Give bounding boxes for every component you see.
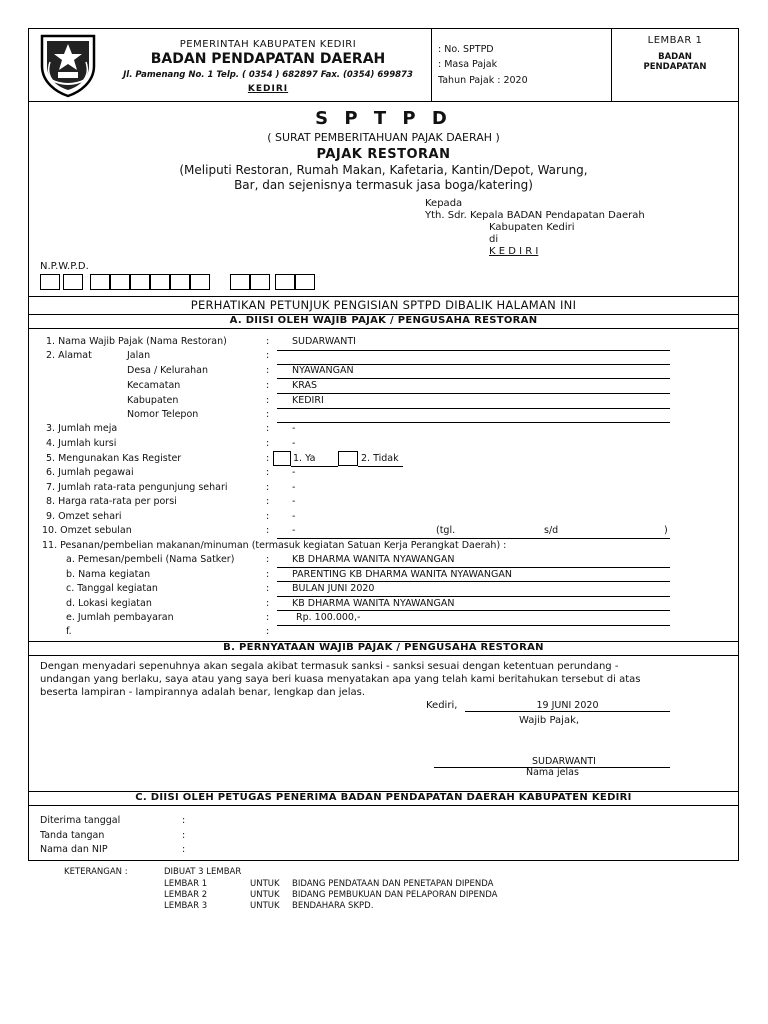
omzet-sehari-value[interactable]: - <box>292 511 296 522</box>
pesanan-label: 11. Pesanan/pembelian makanan/minuman (termasuk kegiatan Satuan Kerja Perangkat Daerah) : <box>42 540 507 551</box>
tanggal-line <box>277 596 670 597</box>
tgl-label: (tgl. <box>436 525 456 536</box>
kegiatan-label: b. Nama kegiatan <box>66 569 151 580</box>
tanda-tangan-label: Tanda tangan <box>40 830 105 841</box>
signer-name[interactable]: SUDARWANTI <box>532 756 596 767</box>
kecamatan-label: Kecamatan <box>127 380 181 391</box>
keterangan-label: KETERANGAN : <box>64 867 128 877</box>
colon: : <box>266 583 270 594</box>
colon: : <box>266 336 270 347</box>
nama-line <box>277 350 670 351</box>
colon: : <box>266 511 270 522</box>
tgl-close: ) <box>664 525 668 536</box>
tanggal-kegiatan-label: c. Tanggal kegiatan <box>66 583 158 594</box>
npwpd-label: N.P.W.P.D. <box>40 261 89 272</box>
npwpd-box[interactable] <box>130 274 150 290</box>
kabupaten-label: Kabupaten <box>127 395 179 406</box>
header-divider-1 <box>431 28 432 101</box>
lembar-label: LEMBAR 1 <box>647 35 703 46</box>
npwpd-box[interactable] <box>190 274 210 290</box>
kabupaten-line <box>277 408 670 409</box>
npwpd-box[interactable] <box>63 274 83 290</box>
tujuan-2: BIDANG PEMBUKUAN DAN PELAPORAN DIPENDA <box>292 890 498 900</box>
pendapatan-label: PENDAPATAN <box>643 62 707 72</box>
kecamatan-value[interactable]: KRAS <box>292 380 317 391</box>
omzet-sebulan-value[interactable]: - <box>292 525 296 536</box>
pembayaran-value[interactable]: Rp. 100.000,- <box>296 612 361 623</box>
jalan-label: Jalan <box>127 350 151 361</box>
nama-value[interactable]: SUDARWANTI <box>292 336 356 347</box>
colon: : <box>266 626 270 637</box>
kursi-value[interactable]: - <box>292 438 296 449</box>
agency-address: Jl. Pamenang No. 1 Telp. ( 0354 ) 682897 Fax. (0354) 699873 <box>123 70 413 80</box>
masa-pajak-label: : Masa Pajak <box>438 59 498 70</box>
desa-label: Desa / Kelurahan <box>127 365 209 376</box>
npwpd-box[interactable] <box>40 274 60 290</box>
colon: : <box>266 569 270 580</box>
colon: : <box>266 453 270 464</box>
colon: : <box>266 438 270 449</box>
desa-value[interactable]: NYAWANGAN <box>292 365 354 376</box>
meja-value[interactable]: - <box>292 423 296 434</box>
kabupaten-value[interactable]: KEDIRI <box>292 395 324 406</box>
tax-desc-2: Bar, dan sejenisnya termasuk jasa boga/katering) <box>234 178 533 192</box>
wajib-pajak-label: Wajib Pajak, <box>519 715 580 726</box>
lembar-3: LEMBAR 3 <box>164 901 208 911</box>
tahun-pajak-label: Tahun Pajak : 2020 <box>438 75 528 86</box>
pemesan-value[interactable]: KB DHARMA WANITA NYAWANGAN <box>292 554 455 565</box>
lokasi-label: d. Lokasi kegiatan <box>66 598 152 609</box>
colon: : <box>266 409 270 420</box>
lokasi-line <box>277 610 670 611</box>
dibuat-label: DIBUAT 3 LEMBAR <box>164 867 242 877</box>
kegiatan-value[interactable]: PARENTING KB DHARMA WANITA NYAWANGAN <box>292 569 512 580</box>
pengunjung-value[interactable]: - <box>292 482 296 493</box>
npwpd-box[interactable] <box>170 274 190 290</box>
untuk-3: UNTUK <box>250 901 280 911</box>
colon: : <box>266 496 270 507</box>
tanggal-kegiatan-value[interactable]: BULAN JUNI 2020 <box>292 583 375 594</box>
date-line <box>465 711 670 712</box>
kediri-seal-logo <box>36 32 100 98</box>
colon: : <box>266 350 270 361</box>
pegawai-label: 6. Jumlah pegawai <box>46 467 134 478</box>
sd-label: s/d <box>544 525 559 536</box>
statement-date[interactable]: 19 JUNI 2020 <box>536 700 599 711</box>
form-subtitle: ( SURAT PEMBERITAHUAN PAJAK DAERAH ) <box>267 131 500 144</box>
omzet-line <box>277 538 670 539</box>
untuk-1: UNTUK <box>250 879 280 889</box>
colon: : <box>266 395 270 406</box>
kepada-label: Kepada <box>425 198 463 209</box>
harga-value[interactable]: - <box>292 496 296 507</box>
pembayaran-label: e. Jumlah pembayaran <box>66 612 174 623</box>
npwpd-box[interactable] <box>90 274 110 290</box>
lokasi-value[interactable]: KB DHARMA WANITA NYAWANGAN <box>292 598 455 609</box>
pemesan-line <box>277 567 670 568</box>
omzet-sehari-label: 9. Omzet sehari <box>46 511 122 522</box>
colon: : <box>266 482 270 493</box>
telepon-label: Nomor Telepon <box>127 409 199 420</box>
no-sptpd-label: : No. SPTPD <box>438 44 494 55</box>
colon: : <box>266 365 270 376</box>
header-bottom-line <box>29 101 738 102</box>
untuk-2: UNTUK <box>250 890 280 900</box>
harga-label: 8. Harga rata-rata per porsi <box>46 496 177 507</box>
telepon-line[interactable] <box>277 422 670 423</box>
colon: : <box>266 612 270 623</box>
tax-desc-1: (Meliputi Restoran, Rumah Makan, Kafetaria, Kantin/Depot, Warung, <box>179 163 588 177</box>
kas-ya-label: 1. Ya <box>293 453 316 464</box>
tujuan-1: BIDANG PENDATAAN DAN PENETAPAN DIPENDA <box>292 879 494 889</box>
nama-nip-label: Nama dan NIP <box>40 844 108 855</box>
desa-line <box>277 378 670 379</box>
yth-label: Yth. Sdr. Kepala BADAN Pendapatan Daerah <box>425 210 645 221</box>
statement-line-3: beserta lampiran - lampirannya adalah benar, lengkap dan jelas. <box>40 687 365 698</box>
nama-label: 1. Nama Wajib Pajak (Nama Restoran) <box>46 336 227 347</box>
kegiatan-line <box>277 581 670 582</box>
pembayaran-line <box>277 625 670 626</box>
colon: : <box>266 525 270 536</box>
kabupaten-label: Kabupaten Kediri <box>489 222 575 233</box>
kas-ya-checkbox[interactable] <box>273 451 291 466</box>
alamat-label: 2. Alamat <box>46 350 92 361</box>
colon: : <box>266 380 270 391</box>
omzet-sebulan-label: 10. Omzet sebulan <box>42 525 132 536</box>
f-label: f. <box>66 626 72 637</box>
kas-tidak-checkbox[interactable] <box>338 451 358 466</box>
pengunjung-label: 7. Jumlah rata-rata pengunjung sehari <box>46 482 228 493</box>
colon: : <box>266 554 270 565</box>
colon: : <box>182 844 186 855</box>
gov-name: PEMERINTAH KABUPATEN KEDIRI <box>179 39 357 50</box>
colon: : <box>266 598 270 609</box>
npwpd-box[interactable] <box>295 274 315 290</box>
pegawai-value[interactable]: - <box>292 467 296 478</box>
kas-tidak-line <box>358 466 403 467</box>
kecamatan-line <box>277 393 670 394</box>
form-title: S P T P D <box>315 108 452 129</box>
kursi-label: 4. Jumlah kursi <box>46 438 117 449</box>
npwpd-box[interactable] <box>150 274 170 290</box>
colon: : <box>266 467 270 478</box>
agency-name: BADAN PENDAPATAN DAERAH <box>150 51 386 67</box>
section-c-title: C. DIISI OLEH PETUGAS PENERIMA BADAN PENDAPATAN DAERAH KABUPATEN KEDIRI <box>29 791 738 806</box>
section-a-title: A. DIISI OLEH WAJIB PAJAK / PENGUSAHA RESTORAN <box>29 314 738 329</box>
badan-label: BADAN <box>658 52 692 62</box>
statement-line-1: Dengan menyadari sepenuhnya akan segala akibat termasuk sanksi - sanksi sesuai dengan ketentuan perundang - <box>40 661 619 672</box>
npwpd-box[interactable] <box>110 274 130 290</box>
colon: : <box>182 830 186 841</box>
meja-label: 3. Jumlah meja <box>46 423 118 434</box>
nama-jelas-label: Nama jelas <box>526 767 579 778</box>
diterima-label: Diterima tanggal <box>40 815 121 826</box>
kas-tidak-label: 2. Tidak <box>361 453 399 464</box>
kas-register-label: 5. Mengunakan Kas Register <box>46 453 182 464</box>
lembar-2: LEMBAR 2 <box>164 890 208 900</box>
notice-top-line <box>29 296 738 297</box>
tax-type: PAJAK RESTORAN <box>316 147 451 162</box>
pemesan-label: a. Pemesan/pembeli (Nama Satker) <box>66 554 235 565</box>
section-b-title: B. PERNYATAAN WAJIB PAJAK / PENGUSAHA RESTORAN <box>29 641 738 656</box>
lembar-1: LEMBAR 1 <box>164 879 208 889</box>
kas-ya-line <box>291 466 338 467</box>
di-label: di <box>489 234 499 245</box>
agency-city: KEDIRI <box>247 84 289 94</box>
colon: : <box>266 423 270 434</box>
statement-line-2: undangan yang berlaku, saya atau yang saya beri kuasa menyatakan apa yang telah kami beritahukan tersebut di atas <box>40 674 641 685</box>
notice-text: PERHATIKAN PETUNJUK PENGISIAN SPTPD DIBALIK HALAMAN INI <box>190 298 577 312</box>
npwpd-box[interactable] <box>250 274 270 290</box>
kediri-date-label: Kediri, <box>426 700 458 711</box>
tujuan-3: BENDAHARA SKPD. <box>292 901 374 911</box>
npwpd-box[interactable] <box>230 274 250 290</box>
colon: : <box>182 815 186 826</box>
kediri-label: K E D I R I <box>489 246 539 257</box>
npwpd-box[interactable] <box>275 274 295 290</box>
